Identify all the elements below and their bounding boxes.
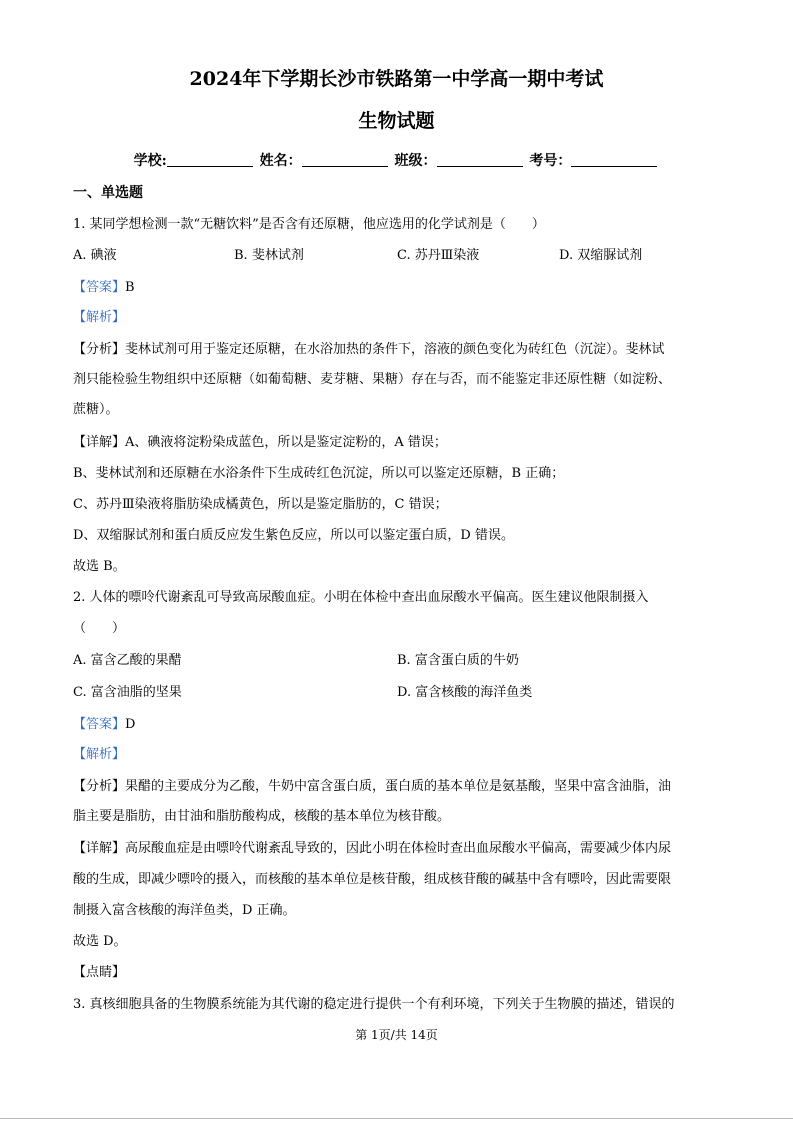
section-title: 一、单选题 [73,185,143,201]
fenxi-text: 果醋的主要成分为乙酸，牛奶中富含蛋白质，蛋白质的基本单位是氨基酸，坚果中富含油脂，油 [125,779,672,794]
answer-value: B [125,280,135,295]
school-label: 学校: [133,153,167,169]
q2-option-b: B. 富含蛋白质的牛奶 [397,653,519,668]
exam-subject: 生物试题 [358,110,435,132]
q2-xiangjie-line: 制摄入富含核酸的海洋鱼类，D 正确。 [73,903,296,918]
q1-option-b: B. 斐林试剂 [234,248,304,263]
q2-option-a: A. 富含乙酸的果醋 [73,653,182,668]
q2-fenxi-line: 脂主要是脂肪，由甘油和脂肪酸构成，核酸的基本单位为核苷酸。 [73,809,451,824]
q2-dianjing-tag: 【点睛】 [73,965,126,980]
q2-option-d: D. 富含核酸的海洋鱼类 [397,685,533,700]
q2-xiangjie-line: 酸的生成，即减少嘌呤的摄入，而核酸的基本单位是核苷酸，组成核苷酸的碱基中含有嘌呤，因此需要限 [73,872,672,887]
q1-xiangjie-line: D、双缩脲试剂和蛋白质反应发生紫色反应，所以可以鉴定蛋白质，D 错误。 [73,528,514,543]
answer-tag: 【答案】 [73,280,126,295]
name-blank [302,152,388,167]
name-label: 姓名： [259,153,302,169]
q2-analysis-tag: 【解析】 [73,747,126,762]
class-blank [437,152,523,167]
xiangjie-text: 高尿酸血症是由嘌呤代谢紊乱导致的，因此小明在体检时查出血尿酸水平偏高，需要减少体内尿 [125,841,672,856]
q1-fenxi-line: 剂只能检验生物组织中还原糖（如葡萄糖、麦芽糖、果糖）存在与否，而不能鉴定非还原性糖（如淀粉、 [73,372,672,387]
student-info-row [0,150,793,170]
fenxi-tag: 【分析】 [73,342,126,357]
q3-stem: 3. 真核细胞具备的生物膜系统能为其代谢的稳定进行提供一个有利环境，下列关于生物膜的描述，错误的 [73,997,675,1012]
q1-option-a: A. 碘液 [73,248,117,263]
q2-conclusion: 故选 D。 [73,934,127,949]
q1-xiangjie-line [73,431,447,450]
q1-fenxi-line [73,338,665,357]
q2-stem-continuation: （ ） [73,621,126,636]
q1-option-d: D. 双缩脲试剂 [559,248,643,263]
q1-answer [73,276,135,295]
page-number: 第 1页/共 14页 [355,1028,438,1042]
class-label: 班级： [394,153,437,169]
q2-xiangjie-line [73,837,671,856]
q2-option-c: C. 富含油脂的坚果 [73,685,182,700]
id-blank [571,152,657,167]
id-label: 考号： [529,153,572,169]
q1-xiangjie-line: B、斐林试剂和还原糖在水浴条件下生成砖红色沉淀，所以可以鉴定还原糖，B 正确； [73,466,565,481]
q2-stem: 2. 人体的嘌呤代谢紊乱可导致高尿酸血症。小明在体检中查出血尿酸水平偏高。医生建议他限制摄入 [73,590,649,605]
q1-xiangjie-line: C、苏丹Ⅲ染液将脂肪染成橘黄色，所以是鉴定脂肪的，C 错误； [73,497,448,512]
q1-conclusion: 故选 B。 [73,559,126,574]
fenxi-text: 斐林试剂可用于鉴定还原糖，在水浴加热的条件下，溶液的颜色变化为砖红色（沉淀）。斐林试 [125,342,665,357]
q2-fenxi-line [73,775,671,794]
xiangjie-tag: 【详解】 [73,435,126,450]
school-blank [167,152,253,167]
q1-fenxi-line: 蔗糖）。 [73,402,119,417]
fenxi-tag: 【分析】 [73,779,126,794]
q1-analysis-tag: 【解析】 [73,310,126,325]
q1-option-c: C. 苏丹Ⅲ染液 [397,248,480,263]
exam-title: 2024年下学期长沙市铁路第一中学高一期中考试 [189,68,604,90]
xiangjie-text: A、碘液将淀粉染成蓝色，所以是鉴定淀粉的，A 错误； [125,435,447,450]
answer-value: D [125,717,136,732]
page-bottom-divider [0,1118,793,1119]
q1-stem: 1. 某同学想检测一款“无糖饮料”是否含有还原糖，他应选用的化学试剂是（ ） [73,217,545,232]
q2-answer [73,713,135,732]
answer-tag: 【答案】 [73,717,126,732]
xiangjie-tag: 【详解】 [73,841,126,856]
